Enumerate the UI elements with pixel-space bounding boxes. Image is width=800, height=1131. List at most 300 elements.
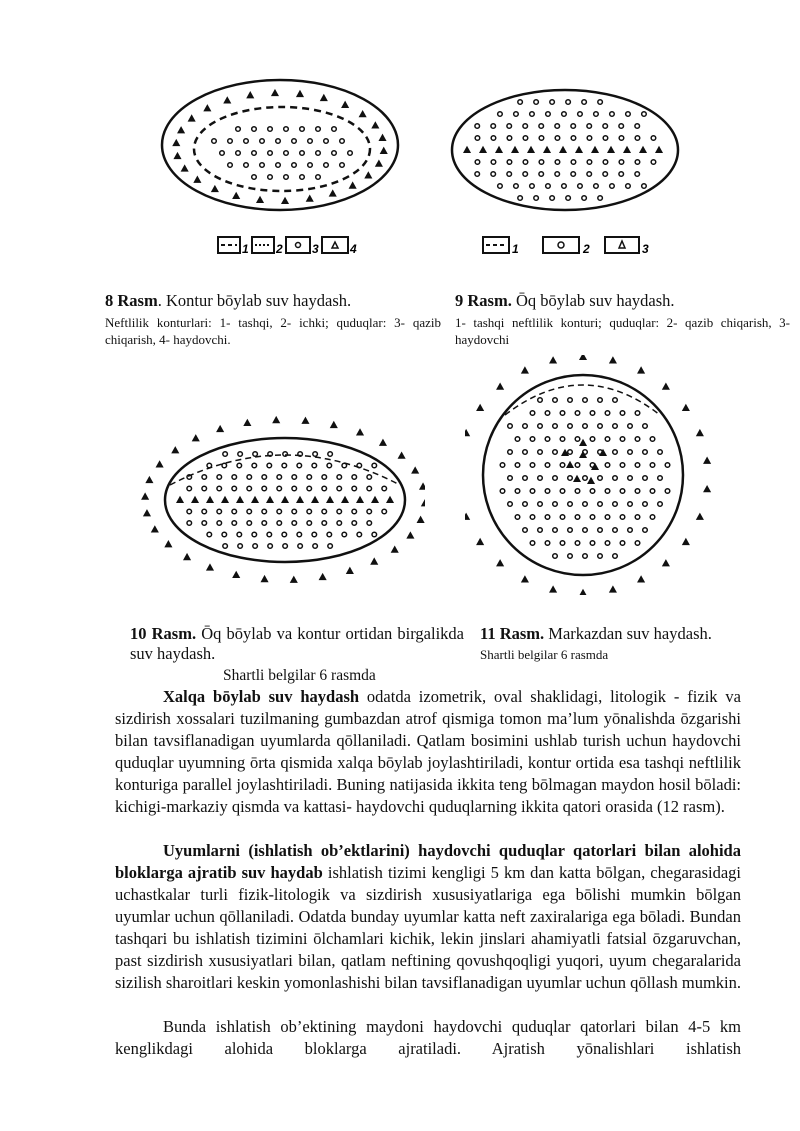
production-well <box>553 476 558 481</box>
production-well <box>382 486 387 491</box>
production-well <box>523 476 528 481</box>
production-well <box>598 100 603 105</box>
production-well <box>620 411 625 416</box>
figure-8-legend <box>218 237 357 256</box>
production-well <box>307 521 312 526</box>
production-well <box>322 509 327 514</box>
injection-well <box>237 497 243 503</box>
production-well <box>332 127 337 132</box>
injection-well <box>188 115 194 121</box>
production-well <box>534 100 539 105</box>
injection-well <box>600 450 606 456</box>
production-well <box>628 528 633 533</box>
production-well <box>523 160 528 165</box>
production-well <box>202 475 207 480</box>
figure-10-shapes <box>142 417 425 582</box>
injection-well <box>273 417 279 423</box>
injection-well <box>588 478 594 484</box>
production-well <box>643 502 648 507</box>
injection-well <box>207 497 213 503</box>
production-well <box>232 475 237 480</box>
production-well <box>643 424 648 429</box>
production-well <box>583 476 588 481</box>
injection-well <box>683 539 689 545</box>
injection-well <box>233 572 239 578</box>
production-well <box>518 100 523 105</box>
production-well <box>217 475 222 480</box>
injection-well <box>608 147 614 153</box>
production-well <box>610 184 615 189</box>
injection-well <box>247 92 253 98</box>
injection-well <box>165 541 171 547</box>
production-well <box>539 136 544 141</box>
figure-10-caption-title: 10 Rasm. Ōq bōylab va kontur ortidan birgalikda suv haydash. <box>130 624 464 663</box>
production-well <box>475 136 480 141</box>
production-well <box>284 175 289 180</box>
figure-9-legend <box>483 237 649 256</box>
production-well <box>223 452 228 457</box>
injection-well <box>407 532 413 538</box>
injection-well <box>342 102 348 108</box>
production-well <box>514 112 519 117</box>
production-well <box>582 100 587 105</box>
production-well <box>613 528 618 533</box>
injection-well <box>302 418 308 424</box>
injection-well <box>372 122 378 128</box>
injection-well <box>528 147 534 153</box>
production-well <box>262 521 267 526</box>
legend-label-2: 2 <box>276 242 283 256</box>
injection-well <box>307 196 313 202</box>
production-well <box>300 175 305 180</box>
production-well <box>539 124 544 129</box>
production-well <box>587 136 592 141</box>
production-well <box>635 437 640 442</box>
production-well <box>523 172 528 177</box>
production-well <box>598 554 603 559</box>
production-well <box>298 544 303 549</box>
injection-well <box>422 500 425 506</box>
injection-well <box>297 497 303 503</box>
injection-well <box>291 577 297 583</box>
production-well <box>515 437 520 442</box>
production-well <box>212 139 217 144</box>
injection-well <box>142 493 148 499</box>
production-well <box>238 452 243 457</box>
production-well <box>566 100 571 105</box>
production-well <box>546 184 551 189</box>
production-well <box>222 463 227 468</box>
production-well <box>598 196 603 201</box>
figure-8-caption-title: 8 Rasm. Kontur bōylab suv haydash. <box>105 291 352 310</box>
production-well <box>582 196 587 201</box>
production-well <box>507 124 512 129</box>
production-well <box>628 424 633 429</box>
production-well <box>530 541 535 546</box>
production-well <box>337 509 342 514</box>
injection-well <box>173 140 179 146</box>
legend-label-3: 3 <box>642 242 649 256</box>
production-well <box>312 463 317 468</box>
injection-well <box>297 91 303 97</box>
production-well <box>539 160 544 165</box>
injection-well <box>522 576 528 582</box>
production-well <box>498 184 503 189</box>
injection-well <box>252 497 258 503</box>
production-well <box>316 151 321 156</box>
injection-well <box>194 177 200 183</box>
production-well <box>568 502 573 507</box>
production-well <box>228 163 233 168</box>
production-well <box>562 184 567 189</box>
production-well <box>202 509 207 514</box>
production-well <box>628 502 633 507</box>
inner-oil-contour <box>170 455 400 485</box>
production-well <box>603 160 608 165</box>
production-well <box>590 437 595 442</box>
production-well <box>628 450 633 455</box>
production-well <box>307 475 312 480</box>
production-well <box>267 532 272 537</box>
production-well <box>553 528 558 533</box>
production-well <box>605 541 610 546</box>
production-well <box>327 532 332 537</box>
production-well <box>598 528 603 533</box>
production-well <box>583 424 588 429</box>
production-well <box>628 476 633 481</box>
production-well <box>187 486 192 491</box>
production-well <box>253 544 258 549</box>
injection-well <box>580 590 586 595</box>
production-well <box>507 136 512 141</box>
production-well <box>312 532 317 537</box>
production-well <box>635 172 640 177</box>
production-well <box>232 509 237 514</box>
production-well <box>491 124 496 129</box>
injection-well <box>349 182 355 188</box>
injection-well <box>380 440 386 446</box>
production-well <box>587 172 592 177</box>
production-well <box>553 398 558 403</box>
injection-well <box>567 462 573 468</box>
production-well <box>613 450 618 455</box>
production-well <box>237 532 242 537</box>
production-well <box>545 437 550 442</box>
production-well <box>571 172 576 177</box>
injection-well <box>697 514 703 520</box>
production-well <box>626 184 631 189</box>
injection-well <box>177 497 183 503</box>
production-well <box>297 532 302 537</box>
production-well <box>507 160 512 165</box>
production-well <box>253 452 258 457</box>
production-well <box>268 175 273 180</box>
production-well <box>590 515 595 520</box>
production-well <box>619 124 624 129</box>
injection-well <box>193 435 199 441</box>
production-well <box>635 541 640 546</box>
production-well <box>530 112 535 117</box>
production-well <box>568 450 573 455</box>
injection-well <box>379 135 385 141</box>
production-well <box>322 486 327 491</box>
production-well <box>555 136 560 141</box>
production-well <box>590 489 595 494</box>
injection-well <box>217 426 223 432</box>
production-well <box>322 475 327 480</box>
production-well <box>262 509 267 514</box>
production-well <box>475 172 480 177</box>
production-well <box>372 532 377 537</box>
production-well <box>571 124 576 129</box>
production-well <box>284 127 289 132</box>
production-well <box>268 151 273 156</box>
injection-well <box>244 420 250 426</box>
production-well <box>284 151 289 156</box>
production-well <box>620 489 625 494</box>
production-well <box>292 139 297 144</box>
injection-well <box>184 554 190 560</box>
legend-label-1: 1 <box>512 242 519 256</box>
injection-well <box>417 517 423 523</box>
production-well <box>220 151 225 156</box>
production-well <box>658 502 663 507</box>
production-well <box>357 532 362 537</box>
production-well <box>292 163 297 168</box>
injection-well <box>412 467 418 473</box>
production-well <box>568 398 573 403</box>
production-well <box>560 489 565 494</box>
injection-well <box>610 357 616 363</box>
inner-oil-contour <box>194 107 370 191</box>
production-well <box>237 463 242 468</box>
production-well <box>590 411 595 416</box>
production-well <box>292 475 297 480</box>
production-well <box>515 489 520 494</box>
production-well <box>620 437 625 442</box>
production-well <box>523 502 528 507</box>
production-well <box>594 112 599 117</box>
production-well <box>534 196 539 201</box>
production-well <box>626 112 631 117</box>
outer-oil-contour <box>162 80 398 210</box>
injection-well <box>233 193 239 199</box>
production-well <box>594 184 599 189</box>
production-well <box>515 463 520 468</box>
production-well <box>348 151 353 156</box>
production-well <box>500 489 505 494</box>
production-well <box>283 544 288 549</box>
outer-oil-contour <box>483 375 683 575</box>
production-well <box>327 463 332 468</box>
injection-well <box>319 574 325 580</box>
production-well <box>523 136 528 141</box>
production-well <box>337 521 342 526</box>
production-well <box>578 112 583 117</box>
injection-well <box>267 497 273 503</box>
injection-well <box>357 429 363 435</box>
production-well <box>658 450 663 455</box>
production-well <box>550 100 555 105</box>
production-well <box>635 124 640 129</box>
production-well <box>620 463 625 468</box>
production-well <box>665 489 670 494</box>
production-well <box>530 437 535 442</box>
production-well <box>217 521 222 526</box>
production-well <box>491 172 496 177</box>
production-well <box>553 450 558 455</box>
figure-11-diagram <box>465 355 725 595</box>
production-well <box>642 112 647 117</box>
production-well <box>207 463 212 468</box>
figure-11-caption-title: 11 Rasm. Markazdan suv haydash. <box>480 624 712 643</box>
figure-8-diagram <box>160 75 420 265</box>
production-well <box>367 486 372 491</box>
production-well <box>207 532 212 537</box>
injection-well <box>610 586 616 592</box>
production-well <box>508 450 513 455</box>
production-well <box>313 544 318 549</box>
production-well <box>507 172 512 177</box>
production-well <box>530 489 535 494</box>
production-well <box>598 398 603 403</box>
production-well <box>530 411 535 416</box>
production-well <box>603 172 608 177</box>
production-well <box>635 160 640 165</box>
injection-well <box>156 461 162 467</box>
figure-9-diagram <box>445 75 695 265</box>
production-well <box>252 463 257 468</box>
production-well <box>650 489 655 494</box>
production-well <box>555 160 560 165</box>
paragraph-ring-waterflooding: Xalqa bōylab suv haydash odatda izometrik, oval shaklidagi, litologik - fizik va sizdirish xossalari tuzilmaning gumbazdan atrof qismiga tomon ma’lum yōnalishda ōzgarishi bilan tavsiflanadigan uyumlarda qōllaniladi. Qatlam bosimini ushlab turish uchun haydovchi quduqlar uyumning ōrta qismida xalqa bōylab joylashtiriladi, kontur ortida esa tashqi neftlilik konturiga parallel joylashtiriladi. Buning natijasida ikkita teng bōlmagan maydon hosil bōladi: kichigi-markaziy qismda va kattasi- haydovchi quduqlarning ikkita qatori orasida (12 rasm). <box>115 687 741 816</box>
production-well <box>560 437 565 442</box>
injection-well <box>372 497 378 503</box>
production-well <box>642 184 647 189</box>
injection-well <box>321 95 327 101</box>
injection-well <box>330 190 336 196</box>
figure-10-caption <box>130 624 464 686</box>
production-well <box>308 163 313 168</box>
production-well <box>562 112 567 117</box>
production-well <box>613 554 618 559</box>
injection-well <box>347 568 353 574</box>
figure-8-caption <box>105 291 441 348</box>
injection-well <box>638 367 644 373</box>
production-well <box>508 476 513 481</box>
production-well <box>340 163 345 168</box>
figure-11-shapes <box>465 355 710 595</box>
production-well <box>352 521 357 526</box>
injection-well <box>512 147 518 153</box>
production-well <box>619 136 624 141</box>
production-well <box>603 136 608 141</box>
production-well <box>643 528 648 533</box>
production-well <box>357 463 362 468</box>
injection-well <box>282 198 288 204</box>
injection-well <box>222 497 228 503</box>
injection-well <box>497 383 503 389</box>
production-well <box>276 139 281 144</box>
production-well <box>500 463 505 468</box>
production-well <box>217 509 222 514</box>
production-well <box>518 196 523 201</box>
production-well <box>575 437 580 442</box>
figure-9-caption <box>455 291 790 348</box>
injection-well <box>550 586 556 592</box>
injection-well <box>477 539 483 545</box>
production-well <box>267 463 272 468</box>
injection-well <box>663 383 669 389</box>
production-well <box>545 411 550 416</box>
production-well <box>262 475 267 480</box>
production-well <box>587 124 592 129</box>
production-well <box>538 450 543 455</box>
production-well <box>277 521 282 526</box>
production-well <box>236 151 241 156</box>
production-well <box>277 475 282 480</box>
production-well <box>613 424 618 429</box>
figure-9-caption-note: 1- tashqi neftlilik konturi; quduqlar: 2- qazib chiqarish, 3- haydovchi <box>455 315 790 347</box>
production-well <box>571 160 576 165</box>
production-well <box>575 411 580 416</box>
production-well <box>568 424 573 429</box>
legend-label-2: 2 <box>583 242 590 256</box>
production-well <box>538 528 543 533</box>
production-well <box>538 476 543 481</box>
production-well <box>650 437 655 442</box>
production-well <box>578 184 583 189</box>
production-well <box>523 450 528 455</box>
production-well <box>498 112 503 117</box>
injection-well <box>638 576 644 582</box>
production-well <box>538 502 543 507</box>
legend-label-3: 3 <box>312 242 319 256</box>
production-well <box>324 163 329 168</box>
injection-well <box>257 197 263 203</box>
production-well <box>282 463 287 468</box>
production-well <box>187 475 192 480</box>
production-well <box>282 532 287 537</box>
injection-well <box>376 160 382 166</box>
injection-well <box>174 153 180 159</box>
production-well <box>508 424 513 429</box>
production-well <box>328 452 333 457</box>
injection-well <box>181 165 187 171</box>
injection-well <box>544 147 550 153</box>
production-well <box>268 127 273 132</box>
production-well <box>665 463 670 468</box>
production-well <box>316 175 321 180</box>
production-well <box>252 175 257 180</box>
production-well <box>298 452 303 457</box>
injection-well <box>663 560 669 566</box>
production-well <box>568 554 573 559</box>
injection-well <box>365 172 371 178</box>
production-well <box>228 139 233 144</box>
production-well <box>613 398 618 403</box>
production-well <box>651 136 656 141</box>
production-well <box>583 502 588 507</box>
production-well <box>539 172 544 177</box>
production-well <box>247 521 252 526</box>
injection-well <box>327 497 333 503</box>
production-well <box>635 515 640 520</box>
injection-well <box>522 367 528 373</box>
production-well <box>538 424 543 429</box>
production-well <box>619 172 624 177</box>
figure-11-caption <box>480 624 780 663</box>
